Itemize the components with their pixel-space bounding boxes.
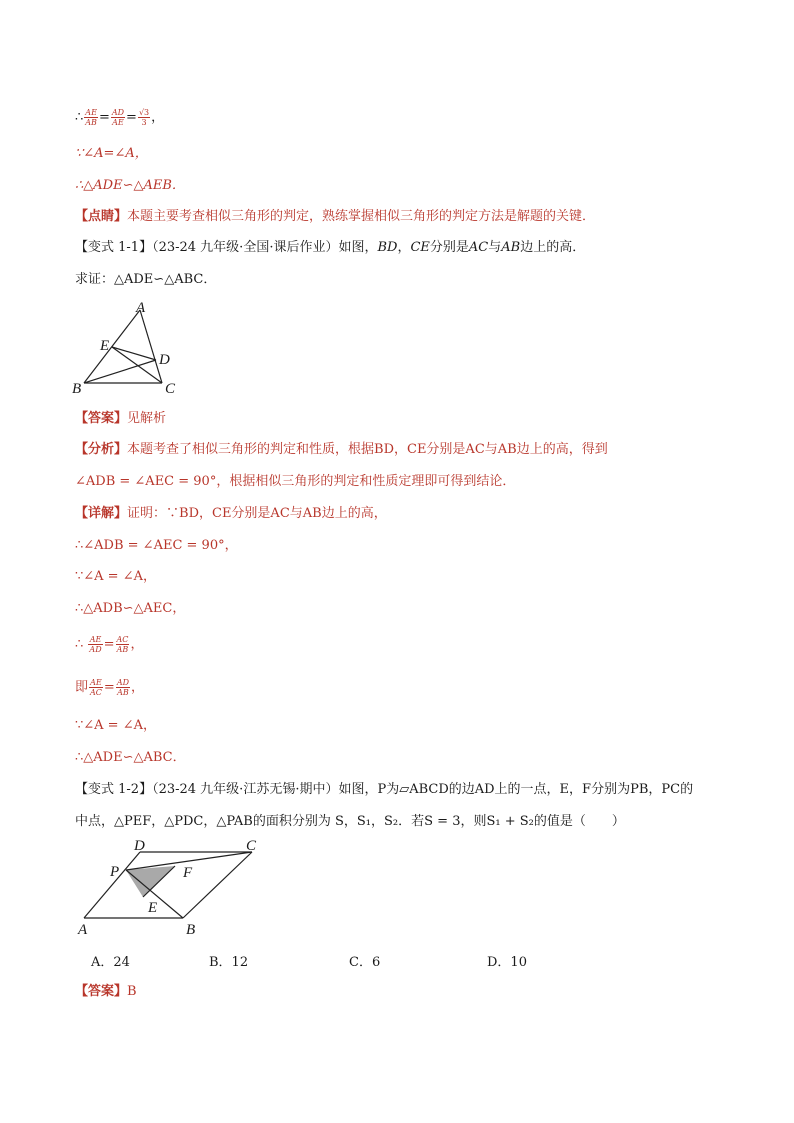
label-e: E	[148, 900, 158, 916]
answer-text: B	[127, 984, 137, 999]
label-e: E	[100, 338, 110, 354]
answer-tag: 【答案】	[75, 984, 128, 999]
label-d: D	[134, 838, 145, 854]
option-c[interactable]: C．6	[349, 955, 381, 970]
label-c: C	[165, 381, 176, 397]
dianjing-tag: 【点睛】	[75, 209, 128, 224]
triangle-figure	[70, 298, 190, 398]
fraction-equation-line: ∴ $\frac{AE}{AB}$ = $\frac{AD}{AE}$ = $\frac{√3}{3}$ ，	[75, 108, 165, 127]
detail-step: ∵∠A = ∠A，	[75, 718, 156, 733]
label-f: F	[183, 865, 193, 881]
fraction: $\frac{AE}{AD}$	[89, 635, 102, 654]
answer-tag: 【答案】	[75, 411, 128, 426]
analysis-line: 【分析】本题考查了相似三角形的判定和性质，根据BD，CE分别是AC与AB边上的高，得到	[75, 442, 608, 457]
fraction: $\frac{AD}{AE}$	[111, 108, 125, 127]
fraction: $\frac{AD}{AB}$	[116, 678, 130, 697]
fraction: $\frac{AC}{AB}$	[116, 635, 129, 654]
label-a: A	[136, 300, 146, 316]
label-b: B	[186, 922, 196, 938]
question-source: （23-24 九年级·江苏无锡·期中）	[152, 782, 339, 797]
question-1-2: 【变式 1-2】（23-24 九年级·江苏无锡·期中）如图，P为▱ABCD的边AD上的一点，E，F分别为PB，PC的	[75, 782, 694, 797]
label-d: D	[159, 352, 170, 368]
dianjing-text: 本题主要考查相似三角形的判定，熟练掌握相似三角形的判定方法是解题的关键．	[127, 209, 596, 224]
fraction: $\frac{AE}{AC}$	[90, 678, 102, 697]
dianjing-paragraph	[75, 208, 595, 226]
label-p: P	[110, 864, 120, 880]
fraction: $\frac{√3}{3}$	[138, 108, 150, 127]
question-tag: 【变式 1-1】	[75, 240, 153, 255]
question-1-1: 【变式 1-1】（23-24 九年级·全国·课后作业）如图，BD，CE分别是AC与AB边上的高．	[75, 240, 586, 255]
label-b: B	[72, 381, 82, 397]
detail-fraction-step: ∴ $\frac{AE}{AD}$ = $\frac{AC}{AB}$ ，	[75, 635, 144, 654]
detail-step: ∵∠A = ∠A，	[75, 569, 156, 584]
label-c: C	[246, 838, 257, 854]
answer-text: 见解析	[127, 411, 167, 426]
detail-tag: 【详解】	[75, 506, 128, 521]
detail-step: ∴∠ADB = ∠AEC = 90°，	[75, 538, 238, 553]
detail-step: ∴△ADB∽△AEC，	[75, 601, 186, 616]
analysis-line-2: ∠ADB = ∠AEC = 90°，根据相似三角形的判定和性质定理即可得到结论．	[75, 474, 516, 489]
question-tag: 【变式 1-2】	[75, 782, 153, 797]
detail-line: 【详解】证明：∵BD，CE分别是AC与AB边上的高，	[75, 506, 387, 521]
detail-step: ∴△ADE∽△ABC．	[75, 750, 186, 765]
proof-line: ∴△ADE∽△AEB．	[75, 178, 185, 193]
parallelogram-figure	[70, 836, 270, 940]
prove-statement: 求证：△ADE∽△ABC．	[75, 272, 217, 287]
option-d[interactable]: D．10	[487, 955, 527, 970]
label-a: A	[78, 922, 88, 938]
answer-line	[75, 410, 166, 428]
analysis-tag: 【分析】	[75, 442, 128, 457]
proof-line: ∵∠A=∠A，	[75, 146, 148, 161]
answer-line-2	[75, 983, 137, 1001]
option-b[interactable]: B．12	[209, 955, 249, 970]
fraction: $\frac{AE}{AB}$	[85, 108, 97, 127]
question-source: （23-24 九年级·全国·课后作业）	[152, 240, 339, 255]
question-1-2-line-2: 中点，△PEF，△PDC，△PAB的面积分别为 S，S₁，S₂．若S = 3，则S₁ + S₂的值是（ ）	[75, 814, 625, 829]
detail-fraction-step: 即 $\frac{AE}{AC}$ = $\frac{AD}{AB}$ ，	[75, 678, 145, 697]
option-a[interactable]: A．24	[91, 955, 130, 970]
